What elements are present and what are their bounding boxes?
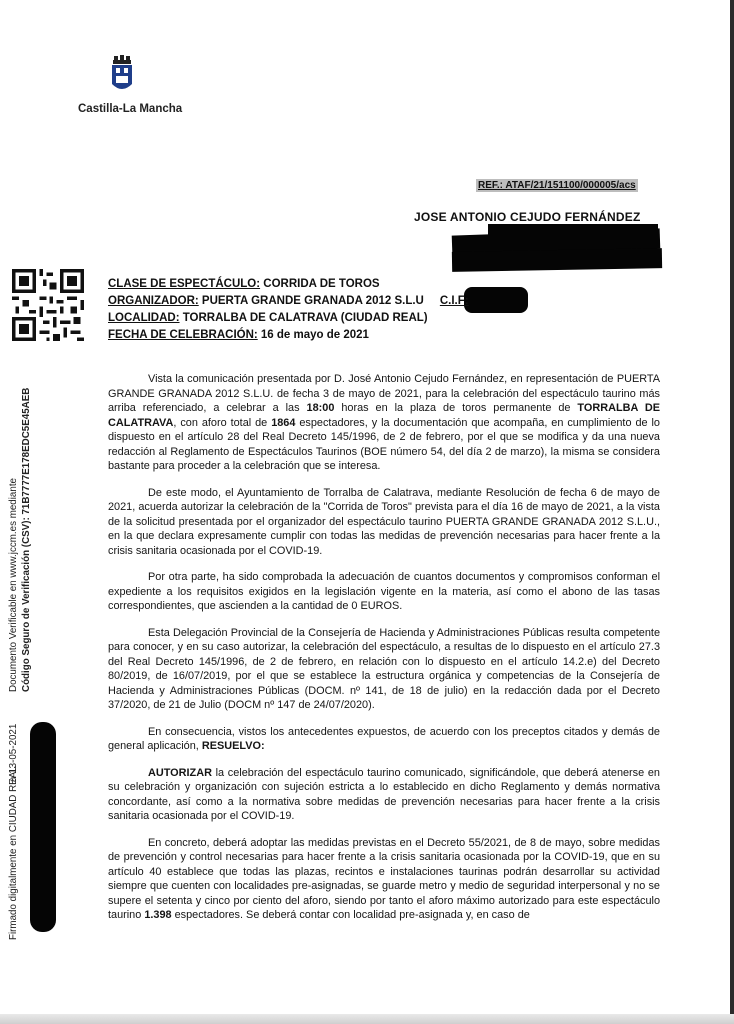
signed-digitally-text: Firmado digitalmente en CIUDAD REAL [8, 766, 19, 940]
paragraph-1: Vista la comunicación presentada por D. José Antonio Cejudo Fernández, en representación de PUERTA GRANDE GRANADA 2012 S.L.U. de fecha 3 de mayo de 2021, para la celebración del espectáculo taurino más arriba referenciado, a celebrar a las 18:00 horas en la plaza de toros permanente de TORRALBA DE CALATRAVA, con aforo total de 1864 espectadores, y la documentación que acompaña, en cumplimiento de lo dispuesto en el artículo 28 del Real Decreto 145/1996, de 2 de febrero, por el que se modifica y da una nueva redacción al Reglamento de Espectáculos Taurinos (BOE número 54, del día 2 de marzo), la misma se considera bastante para proceder a la celebración que se interesa. [108, 373, 661, 472]
event-info-block [108, 276, 469, 344]
paragraph-6: AUTORIZAR la celebración del espectáculo taurino comunicado, significándole, que deberá atenerse en su celebración y organización con sujeción estricta a lo establecido en dicho Reglamento y demás normativa concordante, así como a la normativa sobre medidas de prevención necesarias para hacer frente a la crisis sanitaria ocasionada por el COVID-19. [108, 766, 660, 822]
page-bottom-shadow [0, 1014, 734, 1024]
redacted-signature [30, 722, 56, 932]
document-body [108, 372, 660, 935]
page-edge-shadow [730, 0, 734, 1024]
clase-label: CLASE DE ESPECTÁCULO: [108, 278, 261, 290]
organizador-label: ORGANIZADOR: [108, 295, 199, 307]
localidad-label: LOCALIDAD: [108, 312, 180, 324]
verification-csv-line: Código Seguro de Verificación (CSV): 71B7777E178EDC5E45AEB [21, 387, 32, 692]
cif-label: C.I.F: [439, 295, 469, 307]
reference-number: REF.: ATAF/21/151100/000005/acs [478, 180, 636, 191]
redacted-address-3 [488, 224, 658, 238]
clase-row [108, 276, 469, 293]
paragraph-2: De este modo, el Ayuntamiento de Torralba de Calatrava, mediante Resolución de fecha 6 de mayo de 2021, acuerda autorizar la celebración de la "Corrida de Toros" prevista para el día 16 de mayo de 2021, a la vista de la solicitud presentada por el organizador del espectáculo taurino PUERTA GRANDE GRANADA 2012 S.L.U., en la que declara expresamente cumplir con todas las medidas de prevención necesarias para hacer frente a la crisis sanitaria ocasionada por el COVID-19. [108, 486, 660, 557]
verification-text-line1: Documento Verificable en www.jccm.es mediante [8, 478, 19, 692]
fecha-row [108, 327, 469, 344]
signed-date: a 13-05-2021 [8, 723, 19, 782]
redacted-address-2 [452, 248, 662, 272]
logo-text: Castilla-La Mancha [78, 103, 183, 115]
localidad-value: TORRALBA DE CALATRAVA (CIUDAD REAL) [179, 312, 428, 324]
qr-code-icon [12, 269, 84, 341]
fecha-value: 16 de mayo de 2021 [257, 329, 369, 341]
organizador-value: PUERTA GRANDE GRANADA 2012 S.L.U [198, 295, 424, 307]
paragraph-4: Esta Delegación Provincial de la Consejería de Hacienda y Administraciones Públicas resulta competente para conocer, y en su caso autorizar, la celebración del espectáculo, a resultas de lo dispuesto en el artículo 27.3 del Real Decreto 145/1996, de 2 de febrero, en relación con lo dispuesto en el artículo 14.2.e) del Decreto 80/2019, de 16/07/2019, por el que se establece la estructura orgánica y competencias de la Consejería de Hacienda y Administraciones Públicas (DOCM. nº 141, de 18 de julio) en la redacción dada por el Decreto 37/2020, de 21 de Julio (DOCM nº 147 de 24/07/2020). [108, 626, 660, 711]
organizador-row [108, 293, 469, 310]
paragraph-3: Por otra parte, ha sido comprobada la adecuación de cuantos documentos y compromisos conforman el expediente a los requisitos exigidos en la legislación vigente en la materia, así como el abono de las tasas correspondientes, que ascienden a la cantidad de 0 EUROS. [108, 571, 660, 612]
paragraph-7: En concreto, deberá adoptar las medidas previstas en el Decreto 55/2021, de 8 de mayo, sobre medidas de prevención y control necesarias para hacer frente a la crisis sanitaria ocasionada por la COVID-19, que en su artículo 40 establece que todas las plazas, recintos e instalaciones taurinas podrán desarrollar su actividad siempre que cuenten con localidades pre-asignadas, se guarde metro y medio de seguridad interpersonal y no se supere el setenta y cinco por ciento del aforo, siendo por tanto el aforo máximo autorizado para este espectáculo taurino 1.398 espectadores. Se deberá contar con localidad pre-asignada y, en caso de [108, 836, 660, 921]
fecha-label: FECHA DE CELEBRACIÓN: [108, 329, 258, 341]
recipient-name: JOSE ANTONIO CEJUDO FERNÁNDEZ [414, 210, 641, 224]
localidad-row [108, 310, 469, 327]
paragraph-5: En consecuencia, vistos los antecedentes expuestos, de acuerdo con los preceptos citados y demás de general aplicación, RESUELVO: [108, 725, 660, 752]
redacted-cif [464, 287, 528, 313]
clase-value: CORRIDA DE TOROS [260, 278, 380, 290]
